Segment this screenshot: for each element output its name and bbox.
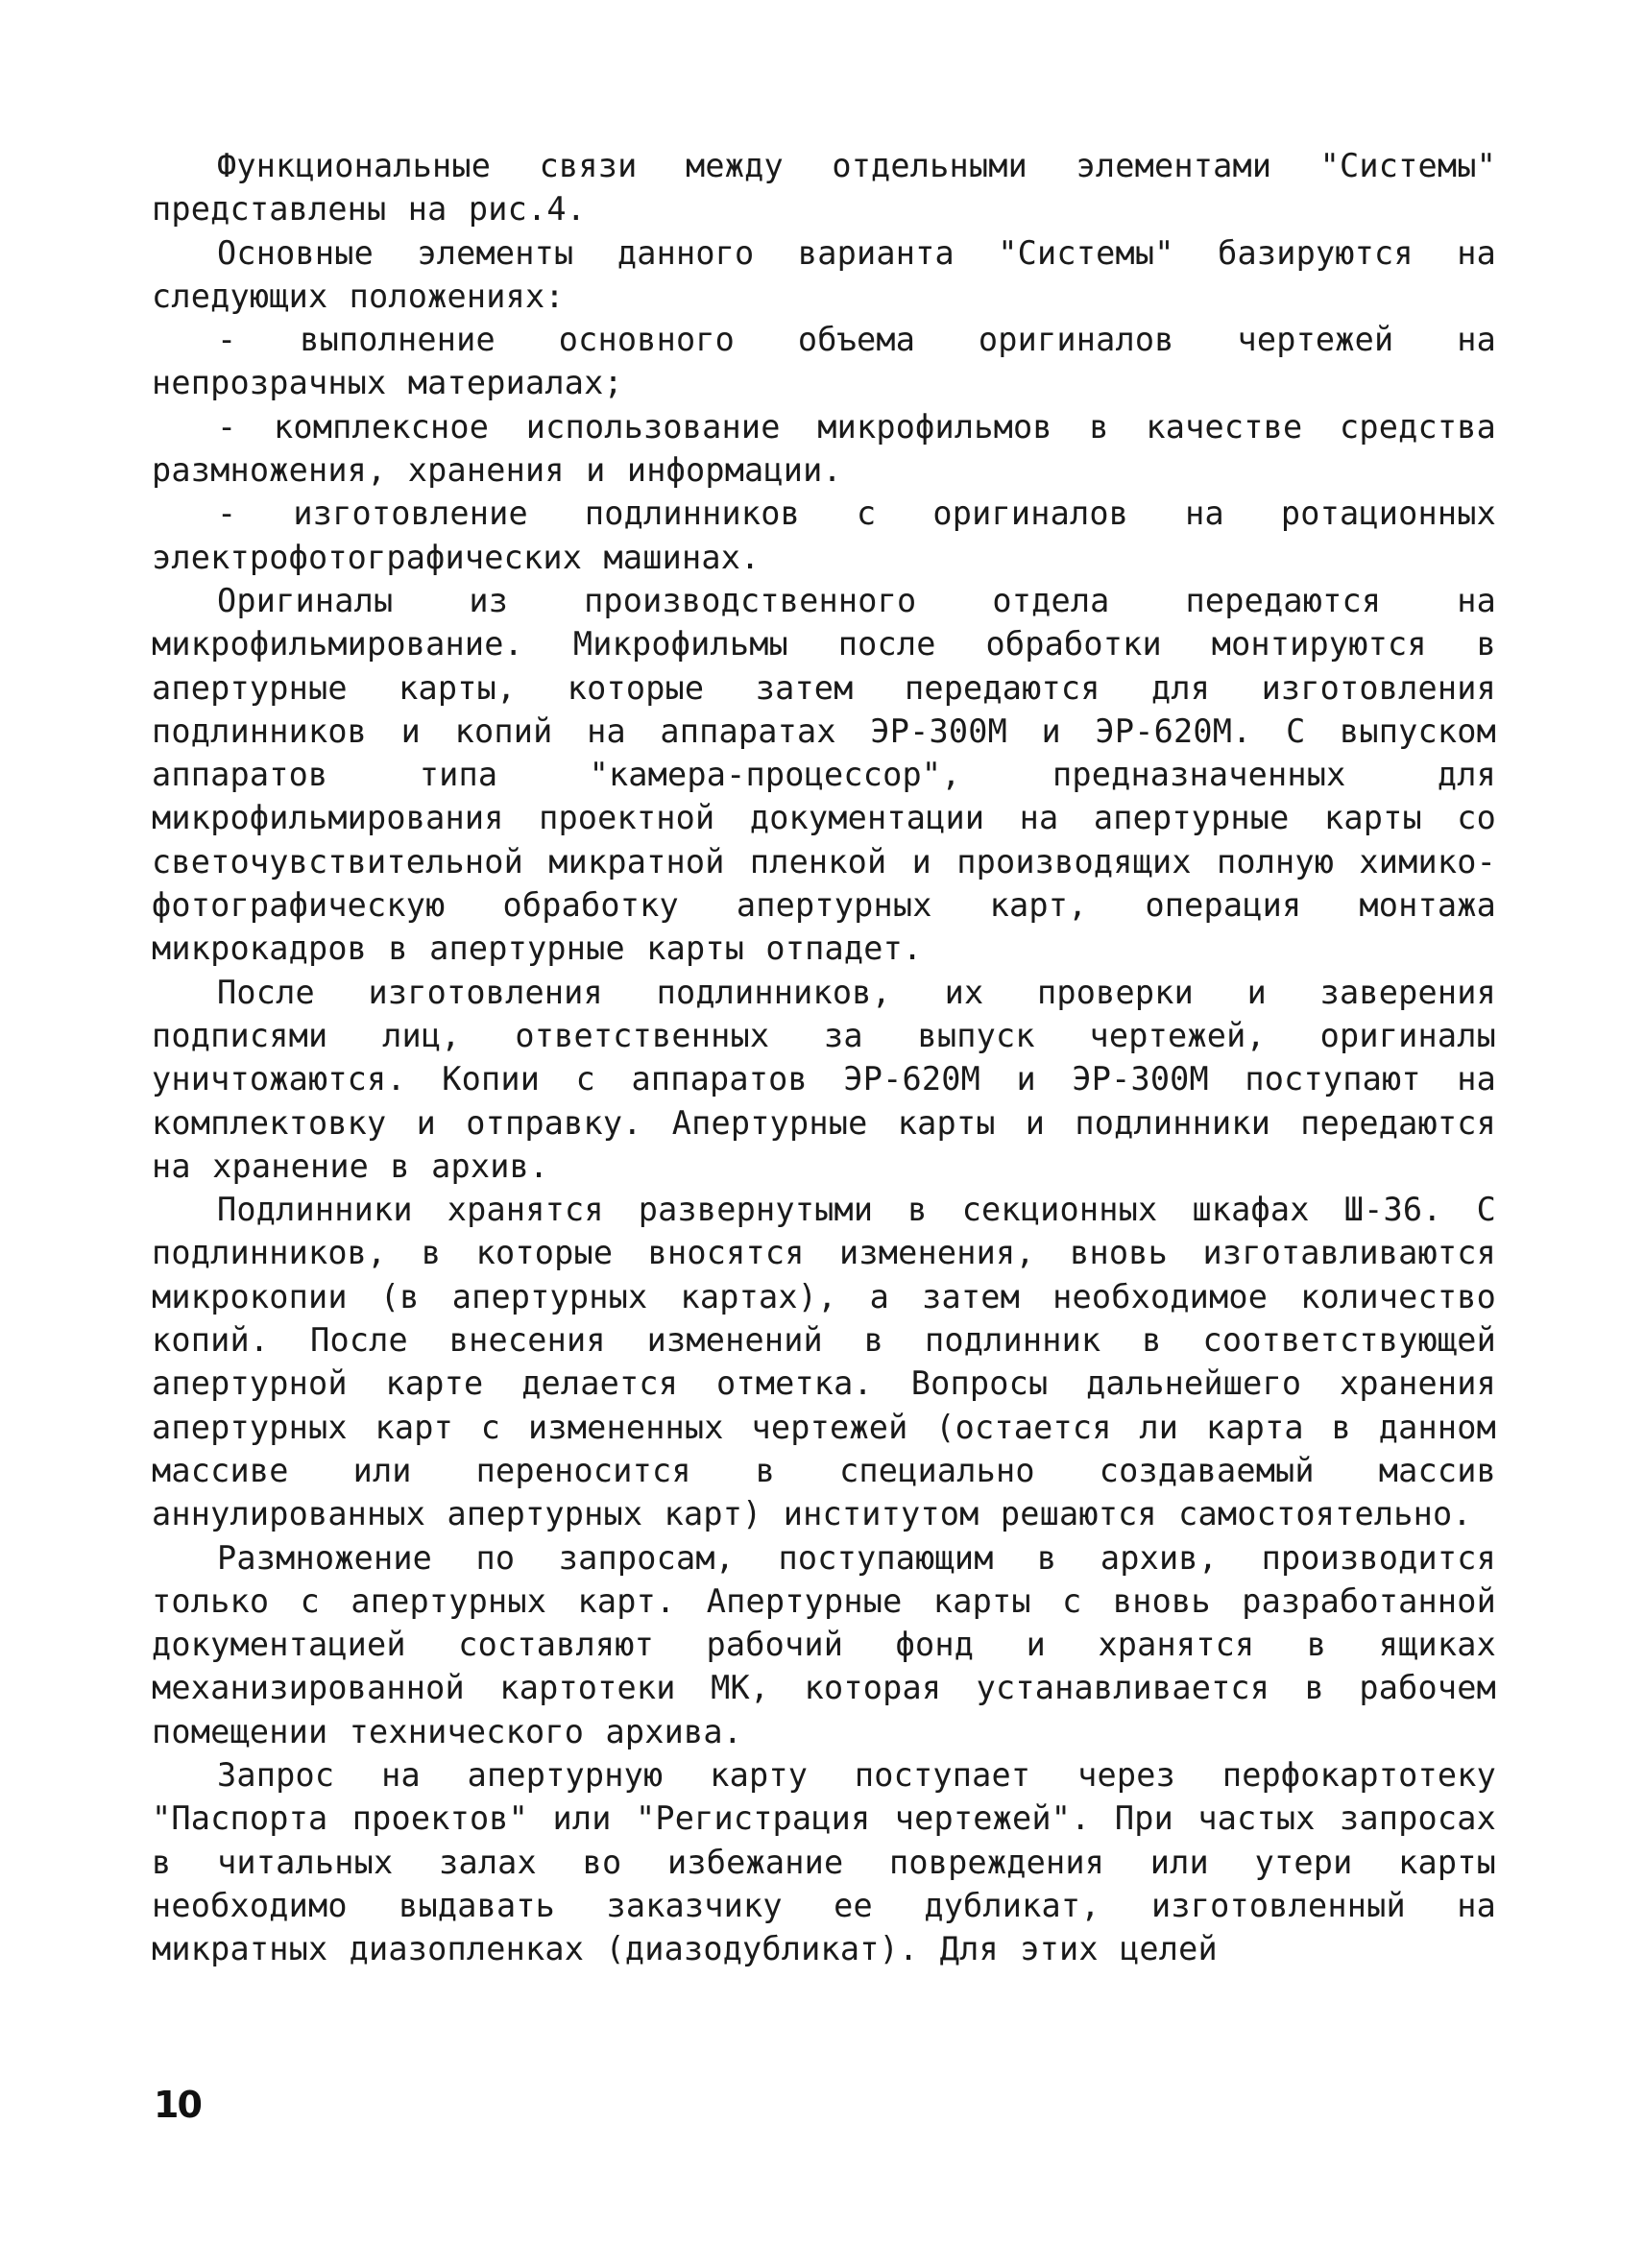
paragraph-item-microfilm-use: - комплексное использование микрофильмов в качестве средства размножения, хранения и информации. bbox=[152, 407, 1496, 490]
paragraph-originals-microfilming: Оригиналы из производственного отдела передаются на микрофильмирование. Микрофильмы после обработки монтируются в апертурные карты, которые затем передаются для изготовления подлинников и копий на аппаратах ЭР-300М и ЭР-620М. С выпуском аппаратов типа "камера-процессор", предназначенных для микрофильмирования проектной документации на апертурные карты со светочувствительной микратной пленкой и производящих полную химико-фотографическую обработку апертурных карт, операция монтажа микрокадров в апертурные карты отпадет. bbox=[152, 581, 1496, 968]
paragraph-after-originals: После изготовления подлинников, их проверки и заверения подписями лиц, ответственных за выпуск чертежей, оригиналы уничтожаются. Копии с аппаратов ЭР-620М и ЭР-300М поступают на комплектовку и отправку. Апертурные карты и подлинники передаются на хранение в архив. bbox=[152, 973, 1496, 1185]
paragraph-storage-originals: Подлинники хранятся развернутыми в секционных шкафах Ш-36. С подлинников, в которые вносятся изменения, вновь изготавливаются микрокопии (в апертурных картах), а затем необходимое количество копий. После внесения изменений в подлинник в соответствующей апертурной карте делается отметка. Вопросы дальнейшего хранения апертурных карт с измененных чертежей (остается ли карта в данном массиве или переносится в специально создаваемый массив аннулированных апертурных карт) институтом решаются самостоятельно. bbox=[152, 1191, 1496, 1533]
paragraph-functional-links: Функциональные связи между отдельными элементами "Системы" представлены на рис.4. bbox=[152, 147, 1496, 229]
paragraph-basic-elements: Основные элементы данного варианта "Системы" базируются на следующих положениях: bbox=[152, 233, 1496, 315]
paragraph-item-opaque-materials: - выполнение основного объема оригиналов чертежей на непрозрачных материалах; bbox=[152, 321, 1496, 402]
page-body bbox=[152, 144, 1496, 1970]
paragraph-item-rotary-machines: - изготовление подлинников с оригиналов на ротационных электрофотографических машинах. bbox=[152, 495, 1496, 576]
paragraph-aperture-card-request: Запрос на апертурную карту поступает через перфокартотеку "Паспорта проектов" или "Регистрация чертежей". При частых запросах в читальных залах во избежание повреждения или утери карты необходимо выдавать заказчику ее дубликат, изготовленный на микратных диазопленках (диазодубликат). Для этих целей bbox=[152, 1755, 1496, 1968]
page-number: 10 bbox=[154, 2084, 201, 2126]
paragraph-reproduction-requests: Размножение по запросам, поступающим в архив, производится только с апертурных карт. Апертурные карты с вновь разработанной документацией составляют рабочий фонд и хранятся в ящиках механизированной картотеки МК, которая устанавливается в рабочем помещении технического архива. bbox=[152, 1538, 1496, 1750]
